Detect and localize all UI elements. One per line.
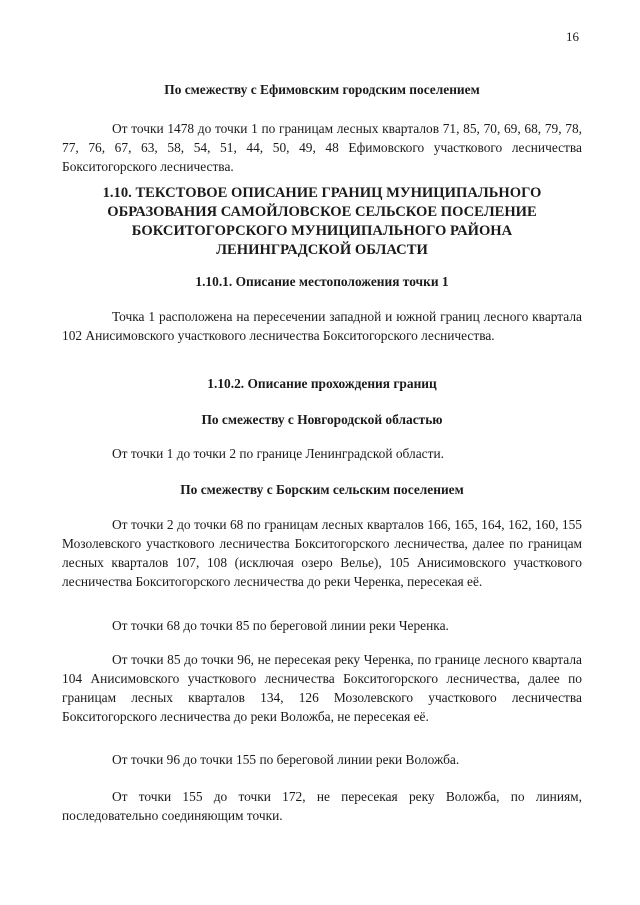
page-number: 16 — [566, 29, 579, 44]
borsk-paragraph-5: От точки 155 до точки 172, не пересекая реку Воложба, по линиям, последовательно соединяющим точки. — [62, 789, 582, 823]
subsection-1-paragraph: Точка 1 расположена на пересечении западной и южной границ лесного квартала 102 Анисимовского участкового лесничества Бокситогорского лесничества. — [62, 309, 582, 343]
borsk-paragraph-2: От точки 68 до точки 85 по береговой линии реки Черенка. — [112, 618, 449, 633]
borsk-paragraph-3: От точки 85 до точки 96, не пересекая реку Черенка, по границе лесного квартала 104 Анисимовского участкового лесничества Бокситогорского лесничества, далее по границам лесных кварталов 134, 126 Мозолевского участкового лесничества Бокситогорского лесничества до реки Воложба, не пересекая её. — [62, 652, 582, 724]
main-section-heading: 1.10. ТЕКСТОВОЕ ОПИСАНИЕ ГРАНИЦ МУНИЦИПАЛЬНОГО ОБРАЗОВАНИЯ САМОЙЛОВСКОЕ СЕЛЬСКОЕ ПОСЕЛЕНИЕ БОКСИТОГОРСКОГО МУНИЦИПАЛЬНОГО РАЙОНА ЛЕНИНГРАДСКОЙ ОБЛАСТИ — [102, 185, 542, 258]
novgorod-paragraph: От точки 1 до точки 2 по границе Ленинградской области. — [112, 446, 444, 461]
subsection-1-heading: 1.10.1. Описание местоположения точки 1 — [195, 274, 449, 289]
borsk-heading: По смежеству с Борским сельским поселением — [180, 482, 464, 497]
efimov-heading: По смежеству с Ефимовским городским поселением — [164, 82, 480, 97]
efimov-paragraph: От точки 1478 до точки 1 по границам лесных кварталов 71, 85, 70, 69, 68, 79, 78, 77, 76, 67, 63, 58, 54, 51, 44, 50, 49, 48 Ефимовского участкового лесничества Бокситогорского лесничества. — [62, 121, 582, 174]
novgorod-heading: По смежеству с Новгородской областью — [201, 412, 443, 427]
borsk-paragraph-1: От точки 2 до точки 68 по границам лесных кварталов 166, 165, 164, 162, 160, 155 Мозолевского участкового лесничества Бокситогорского лесничества, далее по границам лесных кварталов 107, 108 (исключая озеро Велье), 105 Анисимовского участкового лесничества Бокситогорского лесничества до реки Черенка, пересекая её. — [62, 517, 582, 589]
subsection-2-heading: 1.10.2. Описание прохождения границ — [207, 376, 437, 391]
borsk-paragraph-4: От точки 96 до точки 155 по береговой линии реки Воложба. — [112, 752, 460, 767]
